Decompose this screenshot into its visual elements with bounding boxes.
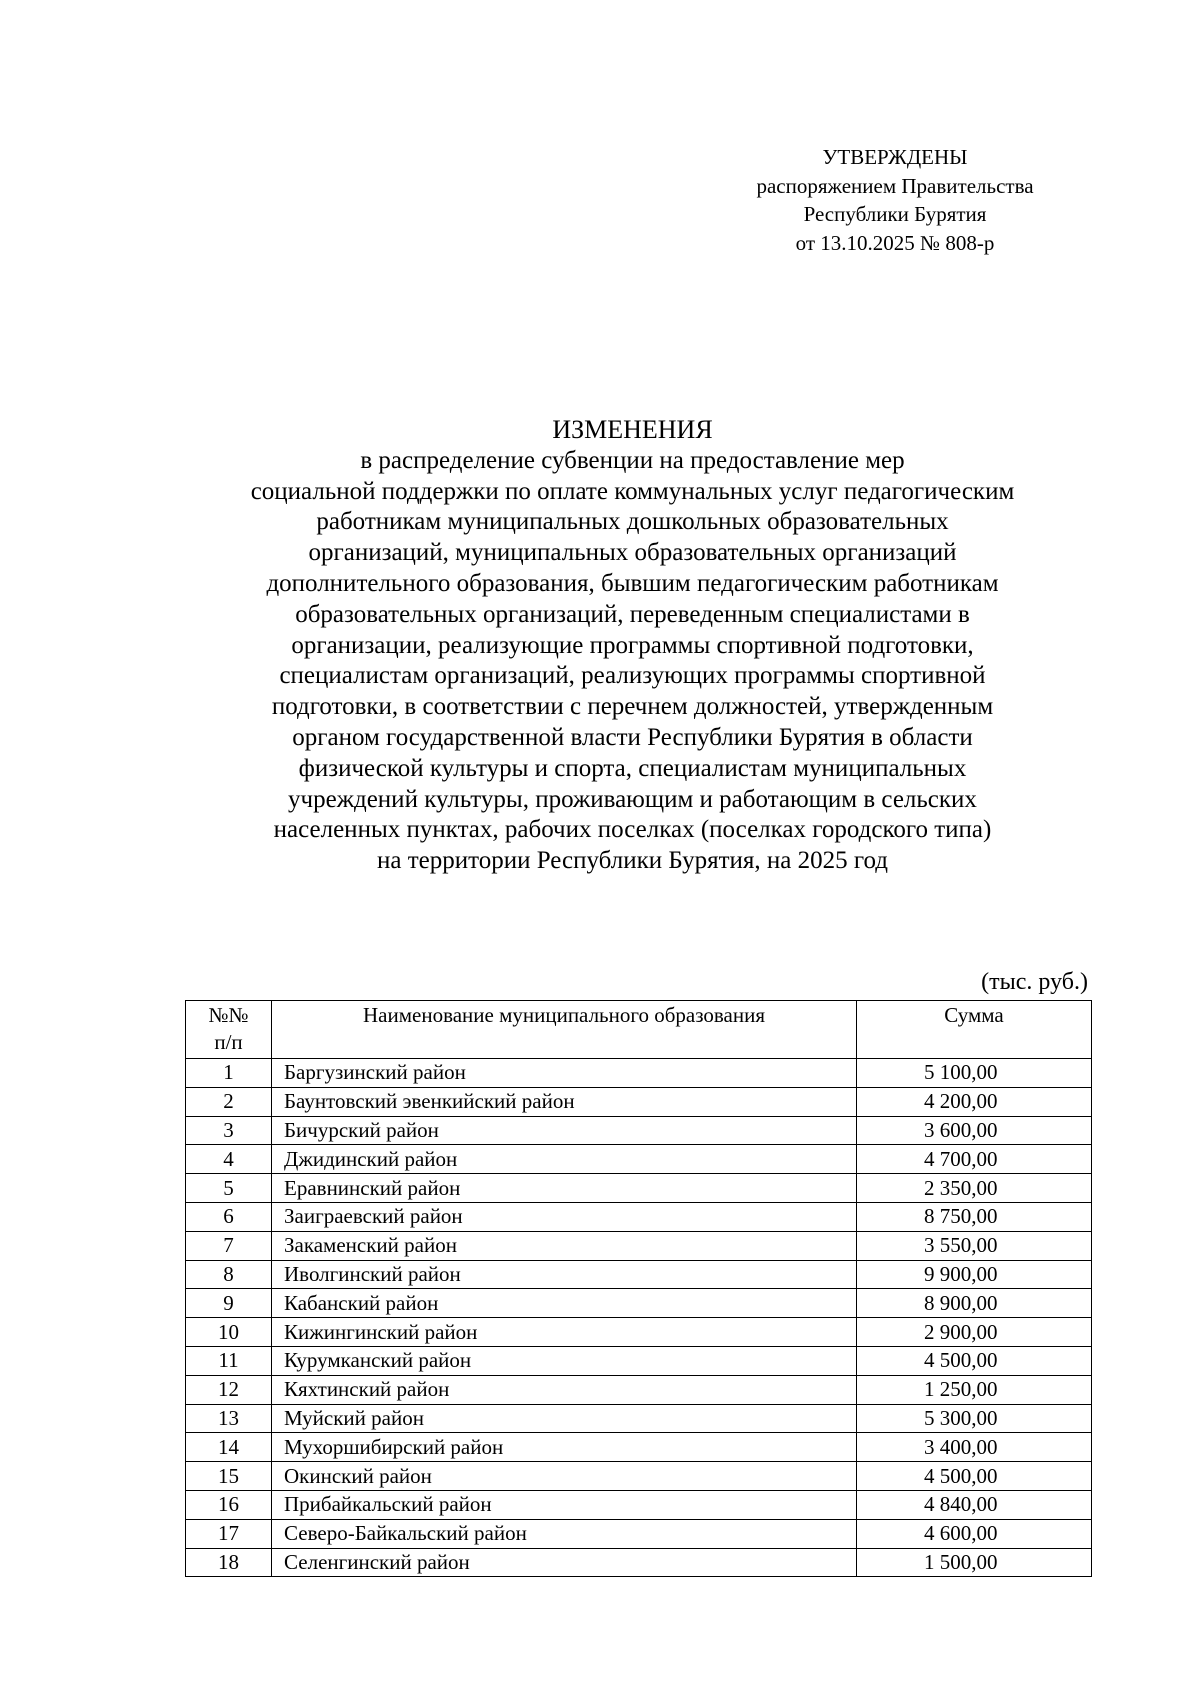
row-sum: 5 100,00 bbox=[857, 1059, 1092, 1088]
row-municipality-name: Мухоршибирский район bbox=[272, 1433, 857, 1462]
approval-order-line: распоряжением Правительства bbox=[756, 173, 1034, 198]
header-sum: Сумма bbox=[857, 1001, 1092, 1059]
row-sum: 4 840,00 bbox=[857, 1490, 1092, 1519]
row-number: 6 bbox=[186, 1202, 272, 1231]
row-number: 4 bbox=[186, 1145, 272, 1174]
row-sum: 4 500,00 bbox=[857, 1462, 1092, 1491]
row-municipality-name: Кижингинский район bbox=[272, 1318, 857, 1347]
row-sum: 8 750,00 bbox=[857, 1202, 1092, 1231]
title-line: организации, реализующие программы спортивной подготовки, bbox=[291, 631, 974, 659]
title-line: специалистам организаций, реализующих программы спортивной bbox=[279, 662, 986, 690]
approval-heading: УТВЕРЖДЕНЫ bbox=[822, 145, 968, 169]
row-number: 14 bbox=[186, 1433, 272, 1462]
table-row bbox=[186, 1462, 1092, 1491]
approval-republic-line: Республики Бурятия bbox=[803, 202, 987, 226]
header-number-line1: №№ bbox=[208, 1003, 249, 1027]
table-row bbox=[186, 1260, 1092, 1289]
table-row bbox=[186, 1174, 1092, 1203]
title-line: физической культуры и спорта, специалистам муниципальных bbox=[298, 754, 967, 782]
approval-date-number: от 13.10.2025 № 808-р bbox=[795, 230, 995, 255]
table-row bbox=[186, 1202, 1092, 1231]
row-number: 12 bbox=[186, 1375, 272, 1404]
table-row bbox=[186, 1548, 1092, 1577]
header-name: Наименование муниципального образования bbox=[272, 1001, 857, 1059]
row-municipality-name: Кяхтинский район bbox=[272, 1375, 857, 1404]
row-municipality-name: Кабанский район bbox=[272, 1289, 857, 1318]
title-line: на территории Республики Бурятия, на 2025 год bbox=[376, 847, 889, 875]
table-row bbox=[186, 1318, 1092, 1347]
row-number: 18 bbox=[186, 1548, 272, 1577]
row-sum: 5 300,00 bbox=[857, 1404, 1092, 1433]
table-row bbox=[186, 1087, 1092, 1116]
row-sum: 1 250,00 bbox=[857, 1375, 1092, 1404]
row-sum: 2 900,00 bbox=[857, 1318, 1092, 1347]
row-municipality-name: Баунтовский эвенкийский район bbox=[272, 1087, 857, 1116]
header-number bbox=[186, 1001, 272, 1059]
title-line: работникам муниципальных дошкольных образовательных bbox=[316, 508, 949, 536]
row-municipality-name: Еравнинский район bbox=[272, 1174, 857, 1203]
table-row bbox=[186, 1059, 1092, 1088]
row-sum: 8 900,00 bbox=[857, 1289, 1092, 1318]
distribution-table bbox=[185, 1000, 1092, 1577]
title-line: учреждений культуры, проживающим и работающим в сельских bbox=[288, 785, 977, 813]
row-number: 7 bbox=[186, 1231, 272, 1260]
approval-stamp-block bbox=[730, 143, 1060, 257]
title-line: социальной поддержки по оплате коммунальных услуг педагогическим bbox=[250, 477, 1015, 505]
row-municipality-name: Прибайкальский район bbox=[272, 1490, 857, 1519]
table-row bbox=[186, 1519, 1092, 1548]
row-number: 15 bbox=[186, 1462, 272, 1491]
row-number: 9 bbox=[186, 1289, 272, 1318]
row-municipality-name: Курумканский район bbox=[272, 1346, 857, 1375]
title-line: подготовки, в соответствии с перечнем должностей, утвержденным bbox=[271, 693, 994, 721]
row-number: 1 bbox=[186, 1059, 272, 1088]
row-sum: 4 200,00 bbox=[857, 1087, 1092, 1116]
row-municipality-name: Баргузинский район bbox=[272, 1059, 857, 1088]
table-header-row bbox=[186, 1001, 1092, 1059]
title-line: образовательных организаций, переведенным специалистами в bbox=[295, 600, 970, 628]
title-line: организаций, муниципальных образовательных организаций bbox=[308, 539, 957, 567]
row-number: 5 bbox=[186, 1174, 272, 1203]
row-number: 3 bbox=[186, 1116, 272, 1145]
table-row bbox=[186, 1145, 1092, 1174]
row-municipality-name: Бичурский район bbox=[272, 1116, 857, 1145]
table-row bbox=[186, 1289, 1092, 1318]
table-row bbox=[186, 1375, 1092, 1404]
row-sum: 2 350,00 bbox=[857, 1174, 1092, 1203]
header-number-line2: п/п bbox=[214, 1030, 243, 1054]
row-sum: 3 400,00 bbox=[857, 1433, 1092, 1462]
row-municipality-name: Окинский район bbox=[272, 1462, 857, 1491]
row-municipality-name: Селенгинский район bbox=[272, 1548, 857, 1577]
table-body bbox=[186, 1059, 1092, 1577]
row-number: 13 bbox=[186, 1404, 272, 1433]
row-municipality-name: Иволгинский район bbox=[272, 1260, 857, 1289]
row-municipality-name: Джидинский район bbox=[272, 1145, 857, 1174]
table-row bbox=[186, 1404, 1092, 1433]
row-sum: 3 550,00 bbox=[857, 1231, 1092, 1260]
row-municipality-name: Закаменский район bbox=[272, 1231, 857, 1260]
row-number: 17 bbox=[186, 1519, 272, 1548]
title-line: в распределение субвенции на предоставление мер bbox=[360, 446, 905, 474]
table-row bbox=[186, 1490, 1092, 1519]
row-sum: 4 500,00 bbox=[857, 1346, 1092, 1375]
row-number: 11 bbox=[186, 1346, 272, 1375]
table-row bbox=[186, 1116, 1092, 1145]
row-number: 2 bbox=[186, 1087, 272, 1116]
title-line: дополнительного образования, бывшим педагогическим работникам bbox=[266, 569, 999, 597]
row-municipality-name: Заиграевский район bbox=[272, 1202, 857, 1231]
table-row bbox=[186, 1433, 1092, 1462]
row-municipality-name: Северо-Байкальский район bbox=[272, 1519, 857, 1548]
row-sum: 1 500,00 bbox=[857, 1548, 1092, 1577]
table-row bbox=[186, 1231, 1092, 1260]
document-title-block bbox=[170, 415, 1095, 877]
row-number: 10 bbox=[186, 1318, 272, 1347]
title-line: органом государственной власти Республики Бурятия в области bbox=[292, 723, 973, 751]
table-row bbox=[186, 1346, 1092, 1375]
row-number: 8 bbox=[186, 1260, 272, 1289]
row-sum: 4 700,00 bbox=[857, 1145, 1092, 1174]
row-sum: 9 900,00 bbox=[857, 1260, 1092, 1289]
row-sum: 4 600,00 bbox=[857, 1519, 1092, 1548]
row-municipality-name: Муйский район bbox=[272, 1404, 857, 1433]
row-number: 16 bbox=[186, 1490, 272, 1519]
units-label: (тыс. руб.) bbox=[981, 969, 1088, 995]
title-line: населенных пунктах, рабочих поселках (поселках городского типа) bbox=[273, 816, 992, 844]
row-sum: 3 600,00 bbox=[857, 1116, 1092, 1145]
document-title: ИЗМЕНЕНИЯ bbox=[552, 415, 713, 444]
